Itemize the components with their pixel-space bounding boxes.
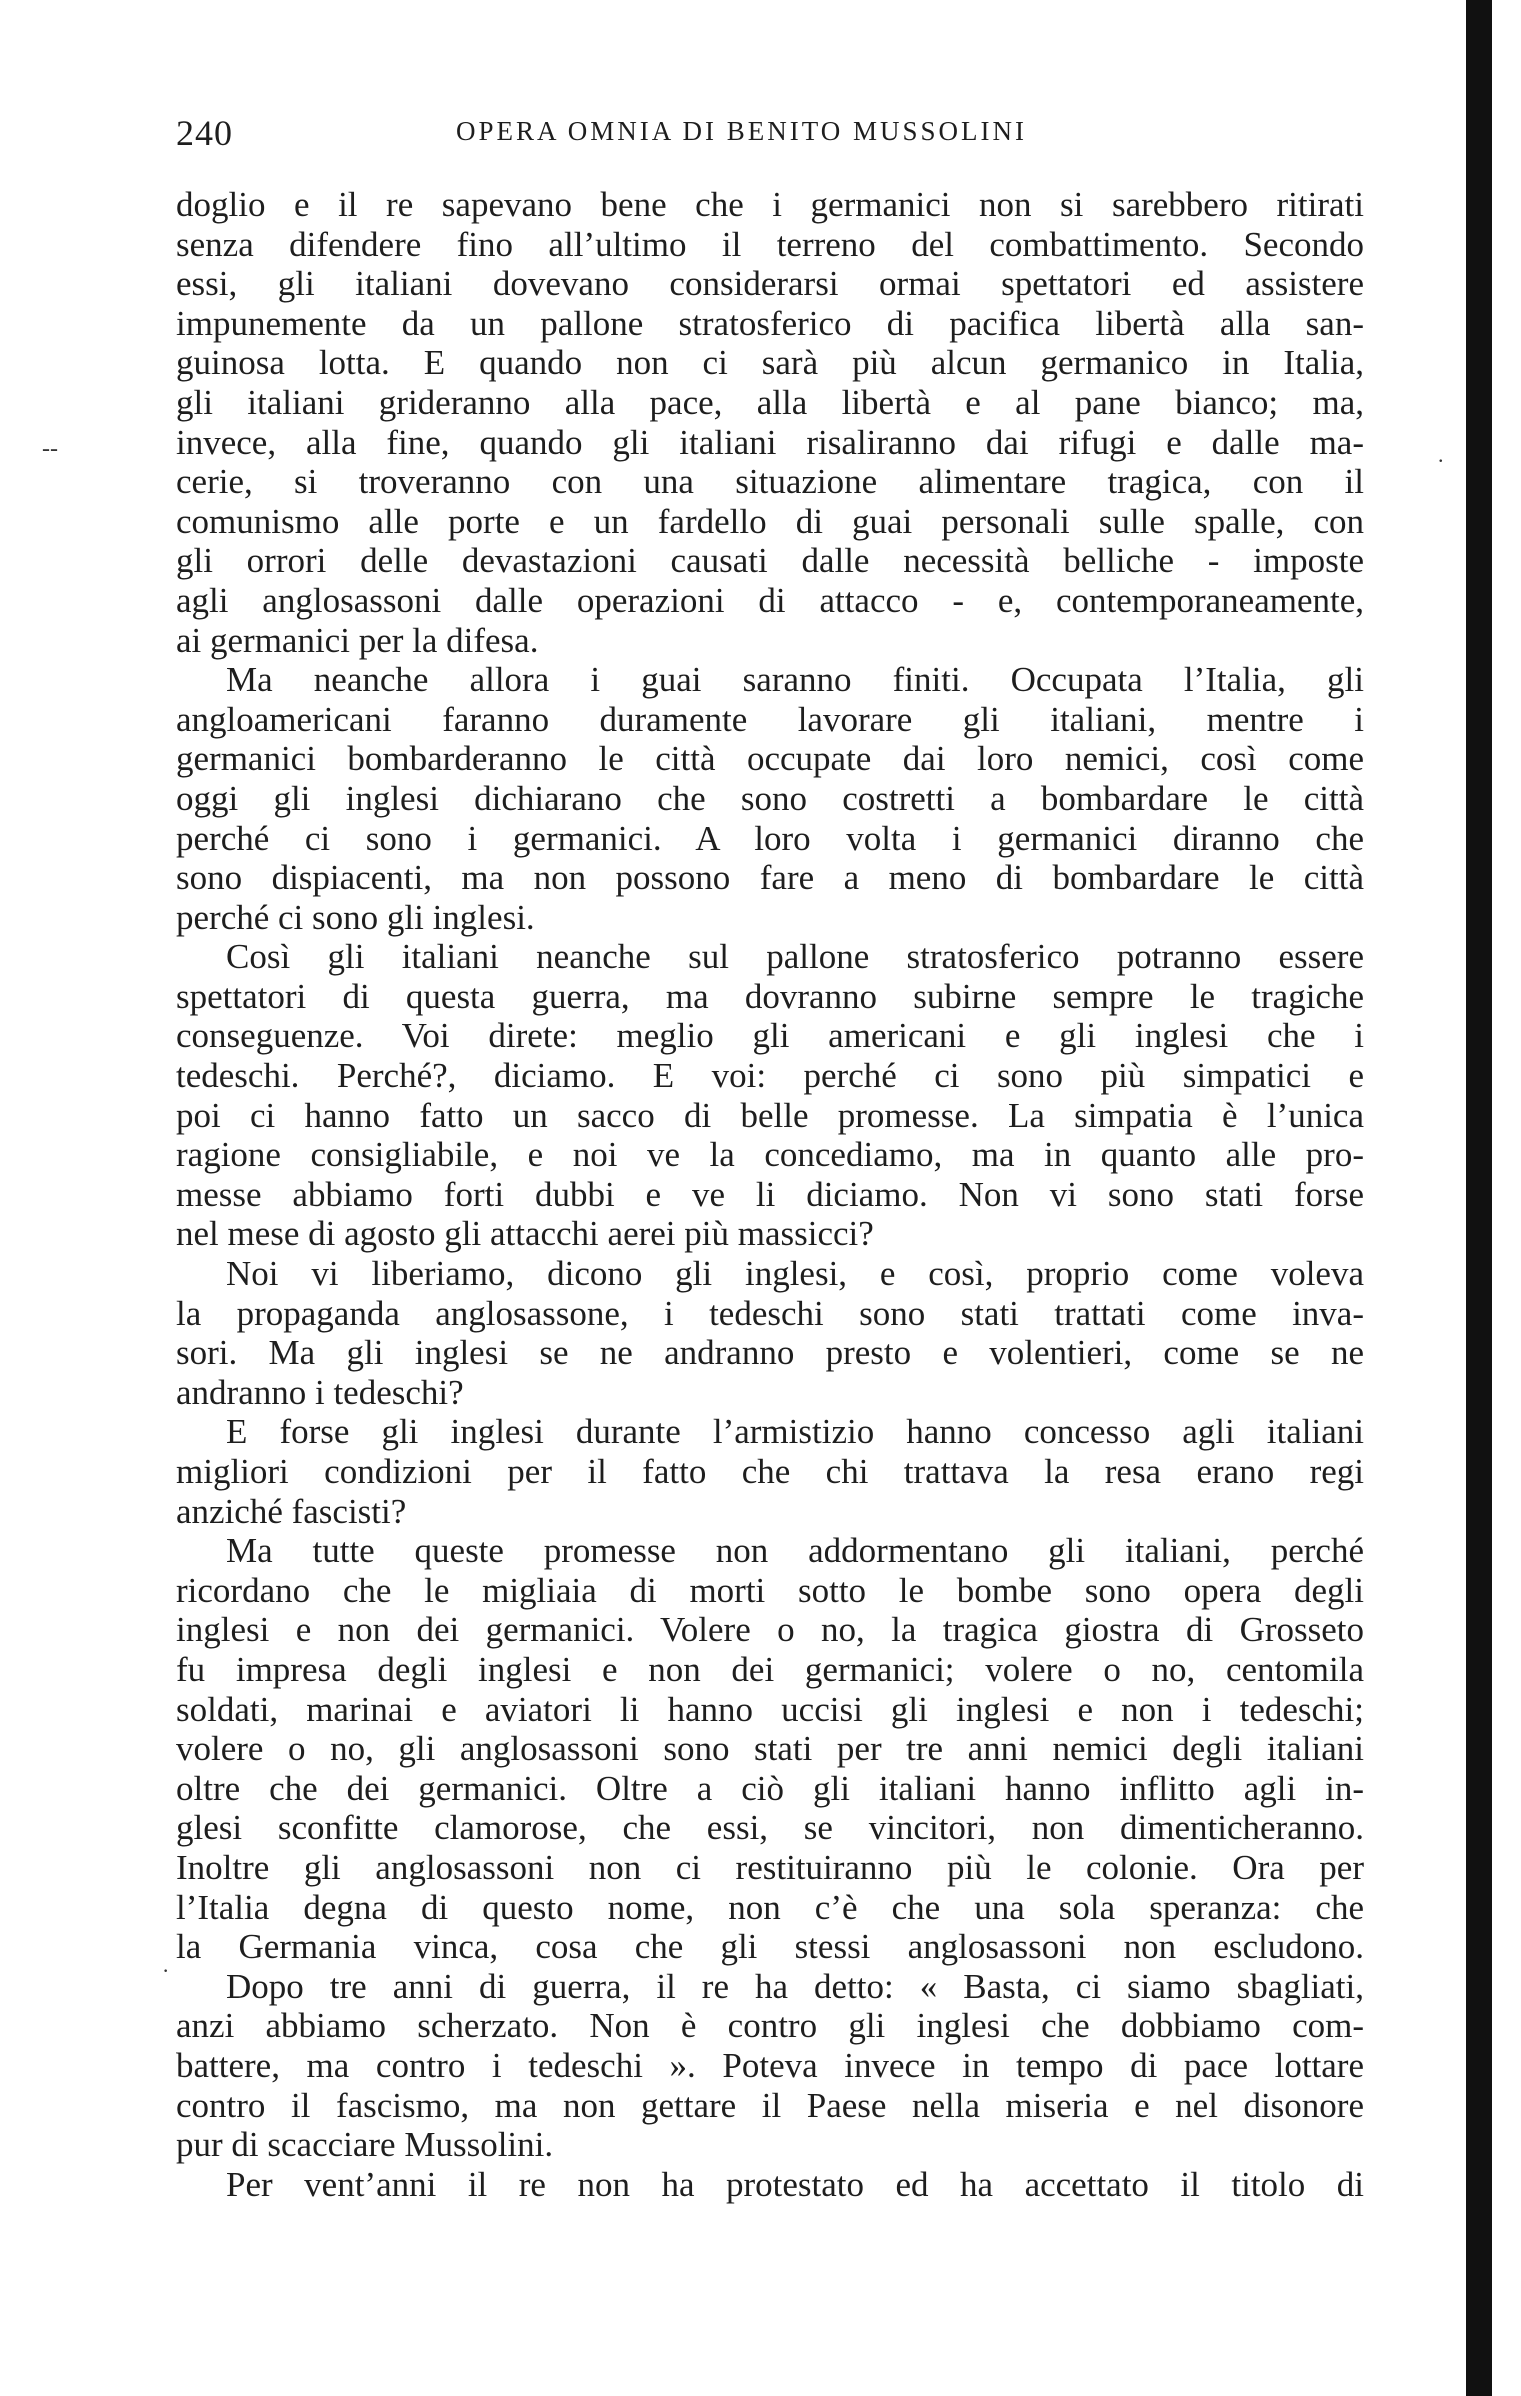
text-line: battere, ma contro i tedeschi ». Poteva invece in tempo di pace lottare (176, 2045, 1364, 2085)
text-line: l’Italia degna di questo nome, non c’è che una sola speranza: che (176, 1887, 1364, 1927)
text-line: anziché fascisti? (176, 1491, 407, 1531)
text-line: Ma tutte queste promesse non addormentano gli italiani, perché (226, 1531, 1364, 1571)
text-line: glesi sconfitte clamorose, che essi, se vincitori, non dimenticheranno. (176, 1808, 1364, 1848)
page-number: 240 (176, 113, 233, 153)
text-line: agli anglosassoni dalle operazioni di attacco - e, contemporaneamente, (176, 580, 1364, 620)
text-line: doglio e il re sapevano bene che i germanici non si sarebbero ritirati (176, 185, 1364, 224)
text-line: pur di scacciare Mussolini. (176, 2125, 554, 2165)
text-line: Così gli italiani neanche sul pallone stratosferico potranno essere (226, 937, 1364, 977)
text-line: ragione consigliabile, e noi ve la concediamo, ma in quanto alle pro- (176, 1135, 1364, 1175)
text-line: poi ci hanno fatto un sacco di belle promesse. La simpatia è l’unica (176, 1095, 1364, 1135)
text-line: Inoltre gli anglosassoni non ci restituiranno più le colonie. Ora per (176, 1847, 1364, 1887)
text-line: soldati, marinai e aviatori li hanno uccisi gli inglesi e non i tedeschi; (176, 1689, 1364, 1729)
margin-mark-bottom-left: · (162, 1958, 170, 1983)
text-line: germanici bombarderanno le città occupate dai loro nemici, così come (176, 739, 1364, 779)
text-line: perché ci sono gli inglesi. (176, 897, 535, 937)
header-title: OPERA OMNIA DI BENITO MUSSOLINI (456, 116, 1028, 146)
text-line: migliori condizioni per il fatto che chi trattava la resa erano regi (176, 1452, 1364, 1491)
text-line: comunismo alle porte e un fardello di guai personali sulle spalle, con (176, 501, 1364, 541)
text-line: guinosa lotta. E quando non ci sarà più alcun germanico in Italia, (176, 343, 1364, 383)
text-line: E forse gli inglesi durante l’armistizio hanno concesso agli italiani (226, 1412, 1364, 1452)
text-line: senza difendere fino all’ultimo il terreno del combattimento. Secondo (176, 224, 1364, 264)
running-head (176, 112, 1364, 162)
text-line: spettatori di questa guerra, ma dovranno subirne sempre le tragiche (176, 976, 1364, 1016)
text-line: contro il fascismo, ma non gettare il Paese nella miseria e nel disonore (176, 2085, 1364, 2125)
text-line: angloamericani faranno duramente lavorare gli italiani, mentre i (176, 699, 1364, 739)
text-line: la Germania vinca, cosa che gli stessi anglosassoni non escludono. (176, 1927, 1364, 1967)
text-line: Noi vi liberiamo, dicono gli inglesi, e così, proprio come voleva (226, 1254, 1364, 1294)
text-line: ai germanici per la difesa. (176, 620, 539, 660)
text-line: conseguenze. Voi direte: meglio gli americani e gli inglesi che i (176, 1016, 1364, 1056)
text-line: essi, gli italiani dovevano considerarsi ormai spettatori ed assistere (176, 264, 1364, 304)
text-line: Per vent’anni il re non ha protestato ed ha accettato il titolo di (226, 2164, 1364, 2204)
text-line: sori. Ma gli inglesi se ne andranno presto e volentieri, come se ne (176, 1333, 1364, 1373)
text-line: cerie, si troveranno con una situazione alimentare tragica, con il (176, 462, 1364, 502)
text-line: la propaganda anglosassone, i tedeschi sono stati trattati come inva- (176, 1293, 1364, 1333)
text-line: oltre che dei germanici. Oltre a ciò gli italiani hanno inflitto agli in- (176, 1768, 1364, 1808)
text-line: inglesi e non dei germanici. Volere o no, la tragica giostra di Grosseto (176, 1610, 1364, 1650)
text-line: tedeschi. Perché?, diciamo. E voi: perché ci sono più simpatici e (176, 1056, 1364, 1096)
text-line: Dopo tre anni di guerra, il re ha detto: « Basta, ci siamo sbagliati, (226, 1966, 1364, 2006)
text-line: andranno i tedeschi? (176, 1372, 464, 1412)
text-line: ricordano che le migliaia di morti sotto le bombe sono opera degli (176, 1570, 1364, 1610)
text-line: sono dispiacenti, ma non possono fare a meno di bombardare le città (176, 858, 1364, 898)
text-line: gli italiani grideranno alla pace, alla libertà e al pane bianco; ma, (176, 382, 1364, 422)
text-line: oggi gli inglesi dichiarano che sono costretti a bombardare le città (176, 778, 1364, 818)
margin-mark-right: . (1438, 442, 1444, 467)
text-line: anzi abbiamo scherzato. Non è contro gli inglesi che dobbiamo com- (176, 2006, 1364, 2046)
text-line: volere o no, gli anglosassoni sono stati per tre anni nemici degli italiani (176, 1729, 1364, 1769)
margin-mark-left: -- (42, 436, 58, 462)
text-line: perché ci sono i germanici. A loro volta i germanici diranno che (176, 818, 1364, 858)
scan-edge-bar (1466, 0, 1492, 2396)
text-line: invece, alla fine, quando gli italiani risaliranno dai rifugi e dalle ma- (176, 422, 1364, 462)
body-text (176, 185, 1364, 2204)
text-line: nel mese di agosto gli attacchi aerei più massicci? (176, 1214, 874, 1254)
text-line: gli orrori delle devastazioni causati dalle necessità belliche - imposte (176, 541, 1364, 581)
text-line: impunemente da un pallone stratosferico di pacifica libertà alla san- (176, 303, 1364, 343)
text-line: Ma neanche allora i guai saranno finiti. Occupata l’Italia, gli (226, 660, 1364, 700)
text-line: messe abbiamo forti dubbi e ve li diciamo. Non vi sono stati forse (176, 1174, 1364, 1214)
text-line: fu impresa degli inglesi e non dei germanici; volere o no, centomila (176, 1649, 1364, 1689)
